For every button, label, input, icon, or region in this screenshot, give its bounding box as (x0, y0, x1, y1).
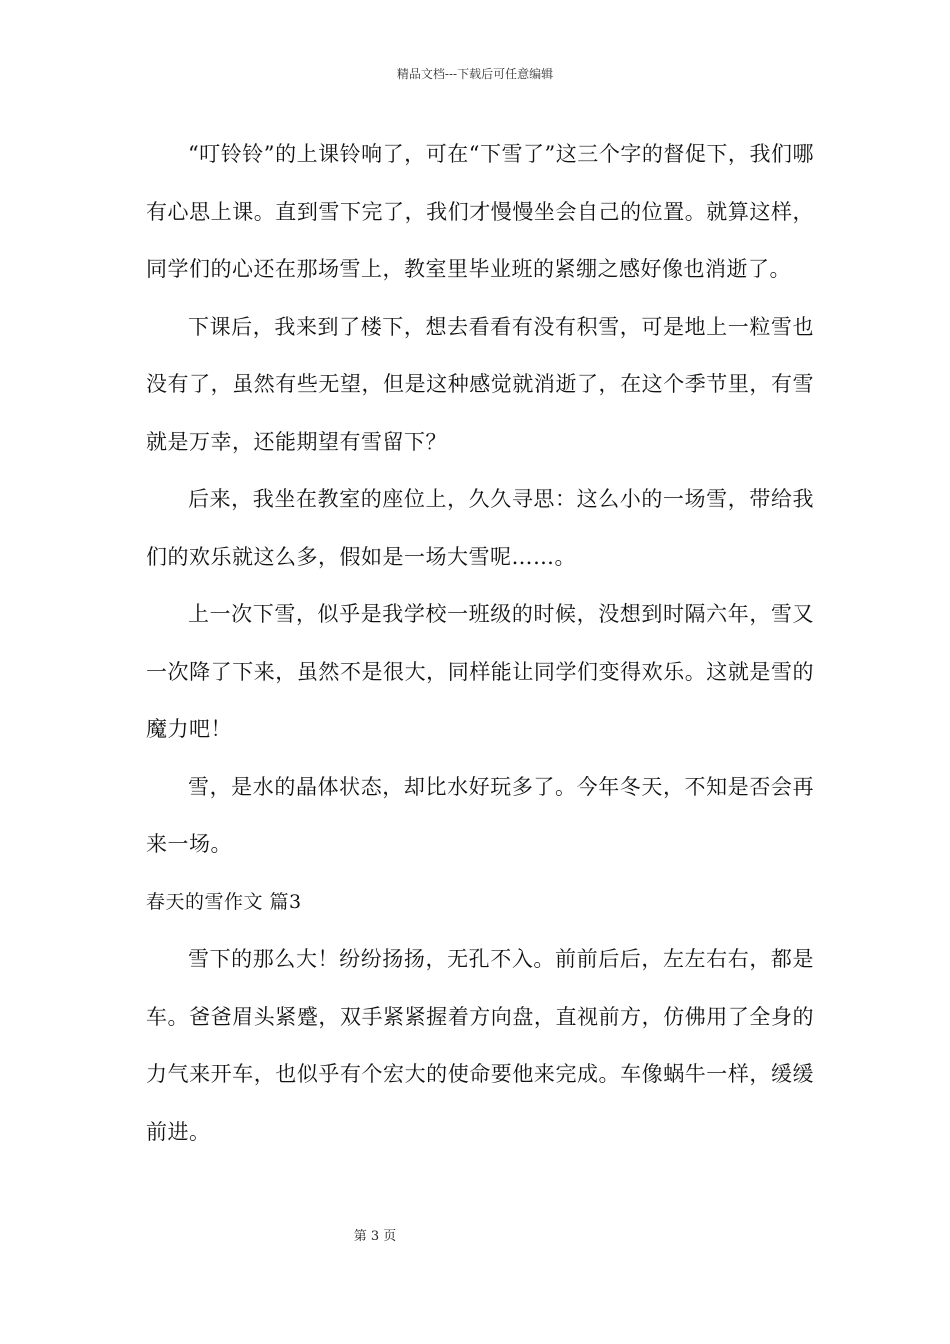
paragraph: “叮铃铃”的上课铃响了，可在“下雪了”这三个字的督促下，我们哪有心思上课。直到雪下完了，我们才慢慢坐会自己的位置。就算这样，同学们的心还在那场雪上，教室里毕业班的紧绷之感好像也消逝了。 (146, 142, 814, 281)
document-body (146, 126, 814, 1161)
paragraph: 后来，我坐在教室的座位上，久久寻思：这么小的一场雪，带给我们的欢乐就这么多，假如是一场大雪呢……。 (146, 487, 814, 569)
paragraph: 上一次下雪，似乎是我学校一班级的时候，没想到时隔六年，雪又一次降了下来，虽然不是很大，同样能让同学们变得欢乐。这就是雪的魔力吧！ (146, 602, 814, 741)
page-header: 精品文档---下载后可任意编辑 (396, 67, 554, 81)
page-number: 第 3 页 (353, 1229, 397, 1244)
section-heading: 春天的雪作文 篇3 (146, 890, 302, 913)
paragraph: 下课后，我来到了楼下，想去看看有没有积雪，可是地上一粒雪也没有了，虽然有些无望，但是这种感觉就消逝了，在这个季节里，有雪就是万幸，还能期望有雪留下？ (146, 314, 814, 454)
paragraph: 雪下的那么大！纷纷扬扬，无孔不入。前前后后，左左右右，都是车。爸爸眉头紧蹙，双手紧紧握着方向盘，直视前方，仿佛用了全身的力气来开车，也似乎有个宏大的使命要他来完成。车像蜗牛一样，缓缓前进。 (146, 947, 814, 1144)
paragraph: 雪，是水的晶体状态，却比水好玩多了。今年冬天，不知是否会再来一场。 (146, 774, 814, 856)
